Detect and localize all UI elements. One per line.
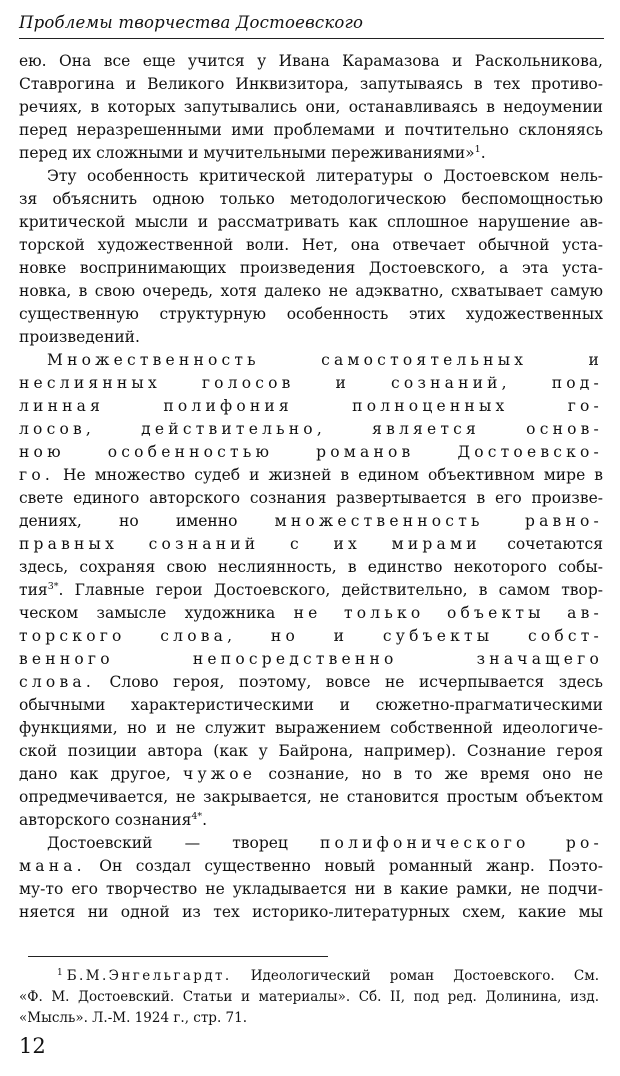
text-line: [19, 625, 603, 648]
text-line: [19, 395, 603, 418]
page-number: 12: [19, 1034, 46, 1058]
footnote: [19, 966, 599, 1029]
text-line: [19, 832, 603, 855]
text-line: му-то его творчество не укладывается ни в какие рамки, не подчи-: [19, 880, 603, 898]
text-run: .: [202, 811, 208, 829]
text-run: тия: [19, 581, 48, 599]
footnote-line: [19, 966, 599, 987]
text-line: свете единого авторского сознания развертывается в его произве-: [19, 489, 603, 507]
spaced-emphasis: торского слова, но и субъекты собст-: [19, 627, 603, 645]
running-header-title: Проблемы творчества Достоевского: [19, 13, 364, 32]
text-line: [19, 602, 603, 625]
text-line: здесь, сохраняя свою неслиянность, в единство некоторого собы-: [19, 558, 603, 576]
text-line: [19, 441, 603, 464]
text-line: Эту особенность критической литературы о Достоевском нель-: [47, 167, 603, 185]
text-line: существенную структурную особенность этих художественных: [19, 305, 603, 323]
text-line: перед неразрешенными ими проблемами и почтительно склоняясь: [19, 121, 603, 139]
text-line: опредмечивается, не закрывается, не становится простым объектом: [19, 788, 603, 806]
spaced-emphasis: лосов, действительно, является основ-: [19, 420, 603, 438]
spaced-emphasis: не только объекты ав-: [293, 604, 603, 622]
spaced-emphasis: го.: [19, 466, 54, 484]
spaced-emphasis: мана.: [19, 857, 86, 875]
text-run: Идеологический роман Достоевского. См.: [231, 968, 599, 984]
spaced-emphasis: множественность равно-: [274, 512, 603, 530]
footnote-reference: 4*: [191, 810, 203, 822]
text-line: [19, 349, 603, 372]
text-line: [19, 510, 603, 533]
spaced-emphasis: Множественность самостоятельных и: [47, 351, 603, 369]
text-line: [19, 142, 603, 165]
text-line: [19, 464, 603, 487]
text-line: новке воспринимающих произведения Достоевского, а эта уста-: [19, 259, 603, 277]
spaced-emphasis: венного непосредственно значащего: [19, 650, 603, 668]
text-run: Достоевский — творец: [47, 834, 321, 852]
text-run: Не множество судеб и жизней в едином объективном мире в: [53, 466, 603, 484]
text-line: речиях, в которых запутывались они, останавливаясь в недоумении: [19, 98, 603, 116]
text-line: функциями, но и не служит выражением собственной идеологиче-: [19, 719, 603, 737]
running-header: [19, 8, 604, 39]
footnote-line: «Мысль». Л.-М. 1924 г., стр. 71.: [19, 1010, 247, 1026]
text-line: [19, 372, 603, 395]
spaced-emphasis: правных сознаний с их мирами: [19, 535, 481, 553]
spaced-emphasis: полифонического ро-: [320, 834, 603, 852]
spaced-emphasis: чужое: [183, 765, 257, 783]
text-line: [19, 809, 603, 832]
text-line: [19, 648, 603, 671]
spaced-emphasis: линная полифония полноценных го-: [19, 397, 603, 415]
text-run: .: [480, 144, 486, 162]
text-run: дано как другое,: [19, 765, 184, 783]
text-line: [19, 533, 603, 556]
text-run: дениях, но именно: [19, 512, 275, 530]
text-run: . Главные герои Достоевского, действительно, в самом твор-: [58, 581, 603, 599]
text-line: торской художественной воли. Нет, она отвечает обычной уста-: [19, 236, 603, 254]
text-line: [19, 671, 603, 694]
text-line: обычными характеристическими и сюжетно-прагматическими: [19, 696, 603, 714]
text-line: [19, 418, 603, 441]
text-run: авторского сознания: [19, 811, 192, 829]
text-line: зя объяснить одною только методологическою беспомощностью: [19, 190, 603, 208]
footnote-marker: 1: [57, 967, 63, 978]
text-run: ческом замысле художника: [19, 604, 294, 622]
text-line: произведений.: [19, 328, 140, 346]
text-line: ею. Она все еще учится у Ивана Карамазова и Раскольникова,: [19, 52, 603, 70]
text-run: Слово героя, поэтому, вовсе не исчерпывается здесь: [94, 673, 603, 691]
text-line: Ставрогина и Великого Инквизитора, запутываясь в тех противо-: [19, 75, 603, 93]
text-run: Он создал существенно новый романный жанр. Поэто-: [85, 857, 603, 875]
text-run: сознание, но в то же время оно не: [256, 765, 603, 783]
text-line: [19, 579, 603, 602]
spaced-emphasis: неслиянных голосов и сознаний, под-: [19, 374, 603, 392]
spaced-emphasis: ною особенностью романов Достоевско-: [19, 443, 603, 461]
text-line: новка, в свою очередь, хотя далеко не адэкватно, схватывает самую: [19, 282, 603, 300]
spaced-emphasis: слова.: [19, 673, 95, 691]
text-run: сочетаются: [480, 535, 603, 553]
text-line: [19, 763, 603, 786]
spaced-emphasis: Б.М.Энгельгардт.: [66, 968, 232, 984]
body-text: [19, 50, 603, 924]
footnote-reference: 3*: [47, 580, 59, 592]
footnote-reference: 1: [474, 143, 481, 155]
footnote-separator: [28, 956, 328, 957]
text-run: перед их сложными и мучительными переживаниями»: [19, 144, 475, 162]
text-line: критической мысли и рассматривать как сплошное нарушение ав-: [19, 213, 603, 231]
footnote-line: «Ф. М. Достоевский. Статьи и материалы». Сб. II, под ред. Долинина, изд.: [19, 989, 599, 1005]
text-line: [19, 855, 603, 878]
text-line: ской позиции автора (как у Байрона, например). Сознание героя: [19, 742, 603, 760]
text-line: няется ни одной из тех историко-литературных схем, какие мы: [19, 903, 603, 921]
